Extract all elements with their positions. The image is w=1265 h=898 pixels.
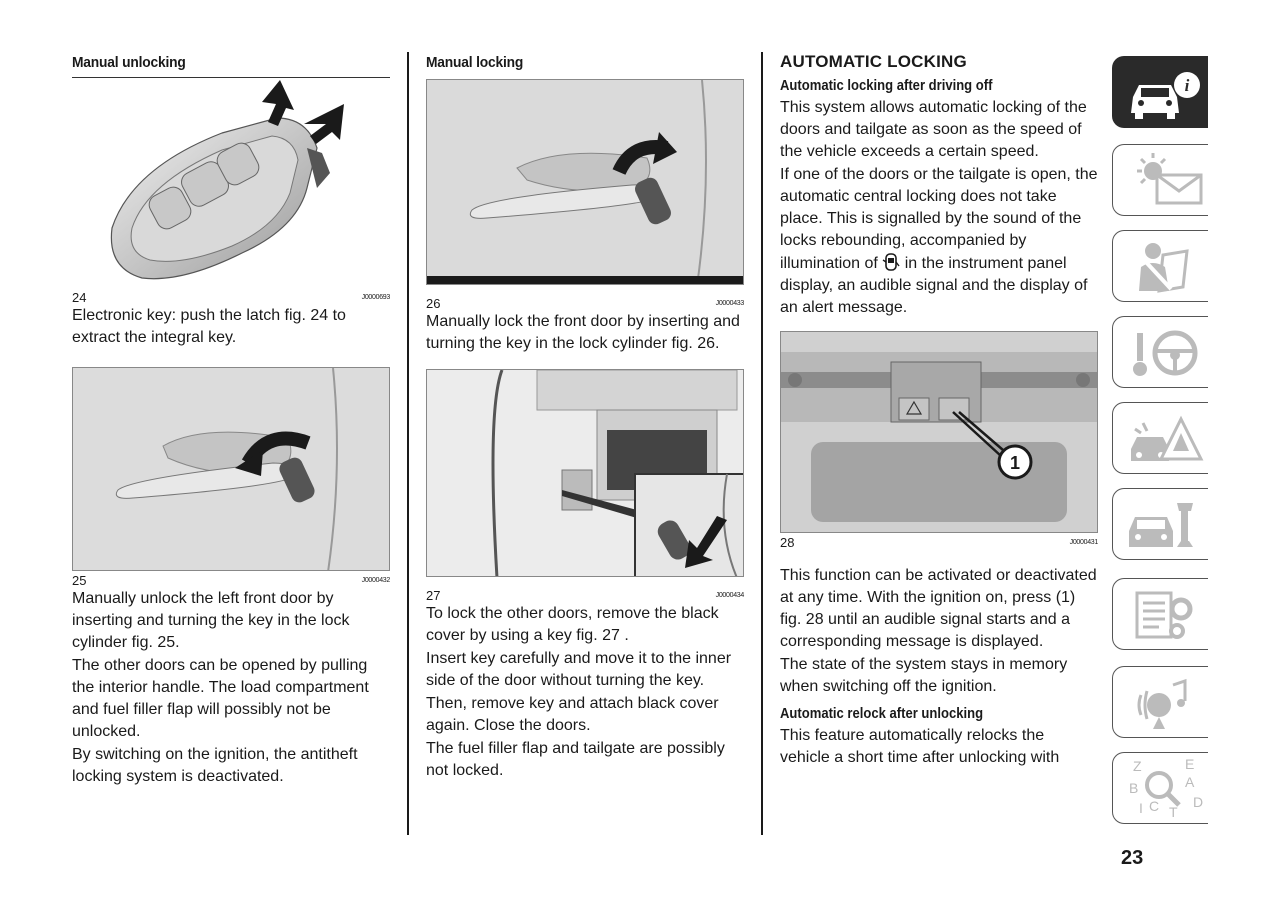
figure-code: J0000434 (715, 592, 744, 599)
starting-driving-icon (1113, 317, 1209, 389)
section-heading-manual-unlocking: Manual unlocking (72, 54, 186, 71)
index-letter: C (1149, 798, 1160, 814)
figure-24 (72, 78, 390, 288)
door-lock-illustration (427, 80, 744, 285)
figure-code: J0000693 (361, 294, 390, 301)
emergency-icon (1113, 403, 1209, 475)
figure-25 (72, 367, 390, 571)
paragraph-text: in the instrument panel display, an audible signal and the display of an alert message. (780, 255, 1088, 316)
sidebar-tab-starting-driving[interactable] (1112, 316, 1208, 388)
figure-number: 28 (780, 535, 795, 550)
paragraph: This system allows automatic locking of the doors and tailgate as soon as the speed of the vehicle exceeds a certain speed. (780, 99, 1087, 160)
paragraph: Then, remove key and attach black cover again. Close the doors. (426, 695, 719, 734)
paragraph: Manually unlock the left front door by inserting and turning the key in the lock cylinder fig. 25. (72, 590, 350, 651)
dashboard-lock-button-illustration (781, 332, 1097, 533)
figure-code: J0000433 (715, 300, 744, 307)
door-unlock-illustration (73, 368, 390, 571)
column-divider (761, 52, 763, 835)
index-letter: T (1169, 804, 1178, 820)
paragraph: This function can be activated or deactivated at any time. With the ignition on, press (1) fig. 28 until an audible signal starts and a corresponding message is displayed. (780, 567, 1097, 650)
column-2 (426, 48, 744, 782)
column-1 (72, 48, 390, 788)
figure-26-caption: Manually lock the front door by inserting and turning the key in the lock cylinder fig. 26. (426, 313, 740, 352)
paragraph (780, 164, 1098, 319)
sidebar-tab-multimedia[interactable] (1112, 666, 1208, 738)
multimedia-icon (1113, 667, 1209, 739)
figure-24-caption: Electronic key: push the latch fig. 24 to extract the integral key. (72, 307, 346, 346)
column-3 (780, 48, 1098, 769)
section-heading-automatic-locking: AUTOMATIC LOCKING (780, 52, 967, 71)
figure-28-caption-row (780, 536, 1098, 549)
callout-number: 1 (1009, 453, 1021, 473)
sidebar-tab-safety[interactable] (1112, 230, 1208, 302)
figure-number: 26 (426, 296, 441, 311)
warning-lights-icon (1113, 145, 1209, 217)
sidebar-tab-warning-lights[interactable] (1112, 144, 1208, 216)
column-divider (407, 52, 409, 835)
sidebar-tab-maintenance[interactable] (1112, 488, 1208, 560)
figure-number: 27 (426, 588, 441, 603)
figure-28 (780, 331, 1098, 533)
paragraph-text: If one of the doors or the tailgate is open, the automatic central locking does not take place. This is signalled by the sound of the locks rebounding, accompanied by illumination of (780, 166, 1098, 272)
paragraph: The other doors can be opened by pulling the interior handle. The load compartment and fuel filler flap will possibly not be unlocked. (72, 657, 369, 740)
paragraph: Insert key carefully and move it to the inner side of the door without turning the key. (426, 650, 732, 689)
maintenance-icon (1113, 489, 1209, 561)
figure-26 (426, 79, 744, 285)
index-letter: D (1193, 794, 1204, 810)
sidebar-tab-car-info[interactable] (1112, 56, 1208, 128)
paragraph: The fuel filler flap and tailgate are possibly not locked. (426, 740, 725, 779)
car-info-icon (1113, 57, 1209, 129)
door-cover-illustration (427, 370, 744, 577)
index-letter: E (1185, 756, 1195, 772)
electronic-key-illustration (72, 78, 390, 288)
index-letter: Z (1133, 758, 1142, 774)
sidebar-tab-technical-data[interactable] (1112, 578, 1208, 650)
page-number: 23 (1121, 847, 1144, 869)
subheading-relock-after-unlocking: Automatic relock after unlocking (780, 706, 984, 722)
figure-26-caption-row (426, 297, 744, 310)
figure-code: J0000432 (361, 577, 390, 584)
sidebar-tab-emergency[interactable] (1112, 402, 1208, 474)
subheading-locking-after-driving: Automatic locking after driving off (780, 78, 993, 94)
index-icon (1113, 753, 1209, 825)
figure-number: 24 (72, 290, 87, 305)
section-heading-manual-locking: Manual locking (426, 54, 524, 71)
figure-27 (426, 369, 744, 577)
technical-data-icon (1113, 579, 1209, 651)
door-open-warning-icon (882, 252, 900, 272)
figure-24-caption-row (72, 291, 390, 304)
figure-27-caption-row (426, 589, 744, 602)
figure-25-caption-row (72, 574, 390, 587)
figure-number: 25 (72, 573, 87, 588)
paragraph: By switching on the ignition, the antitheft locking system is deactivated. (72, 746, 358, 785)
figure-code: J0000431 (1069, 539, 1098, 546)
paragraph: This feature automatically relocks the vehicle a short time after unlocking with (780, 727, 1060, 766)
index-letter: B (1129, 780, 1139, 796)
sidebar-tab-index[interactable] (1112, 752, 1208, 824)
index-letter: A (1185, 774, 1195, 790)
safety-icon (1113, 231, 1209, 303)
index-letter: I (1139, 800, 1143, 816)
svg-text:i: i (1184, 76, 1190, 95)
paragraph: The state of the system stays in memory when switching off the ignition. (780, 656, 1068, 695)
paragraph: To lock the other doors, remove the black cover by using a key fig. 27 . (426, 605, 719, 644)
